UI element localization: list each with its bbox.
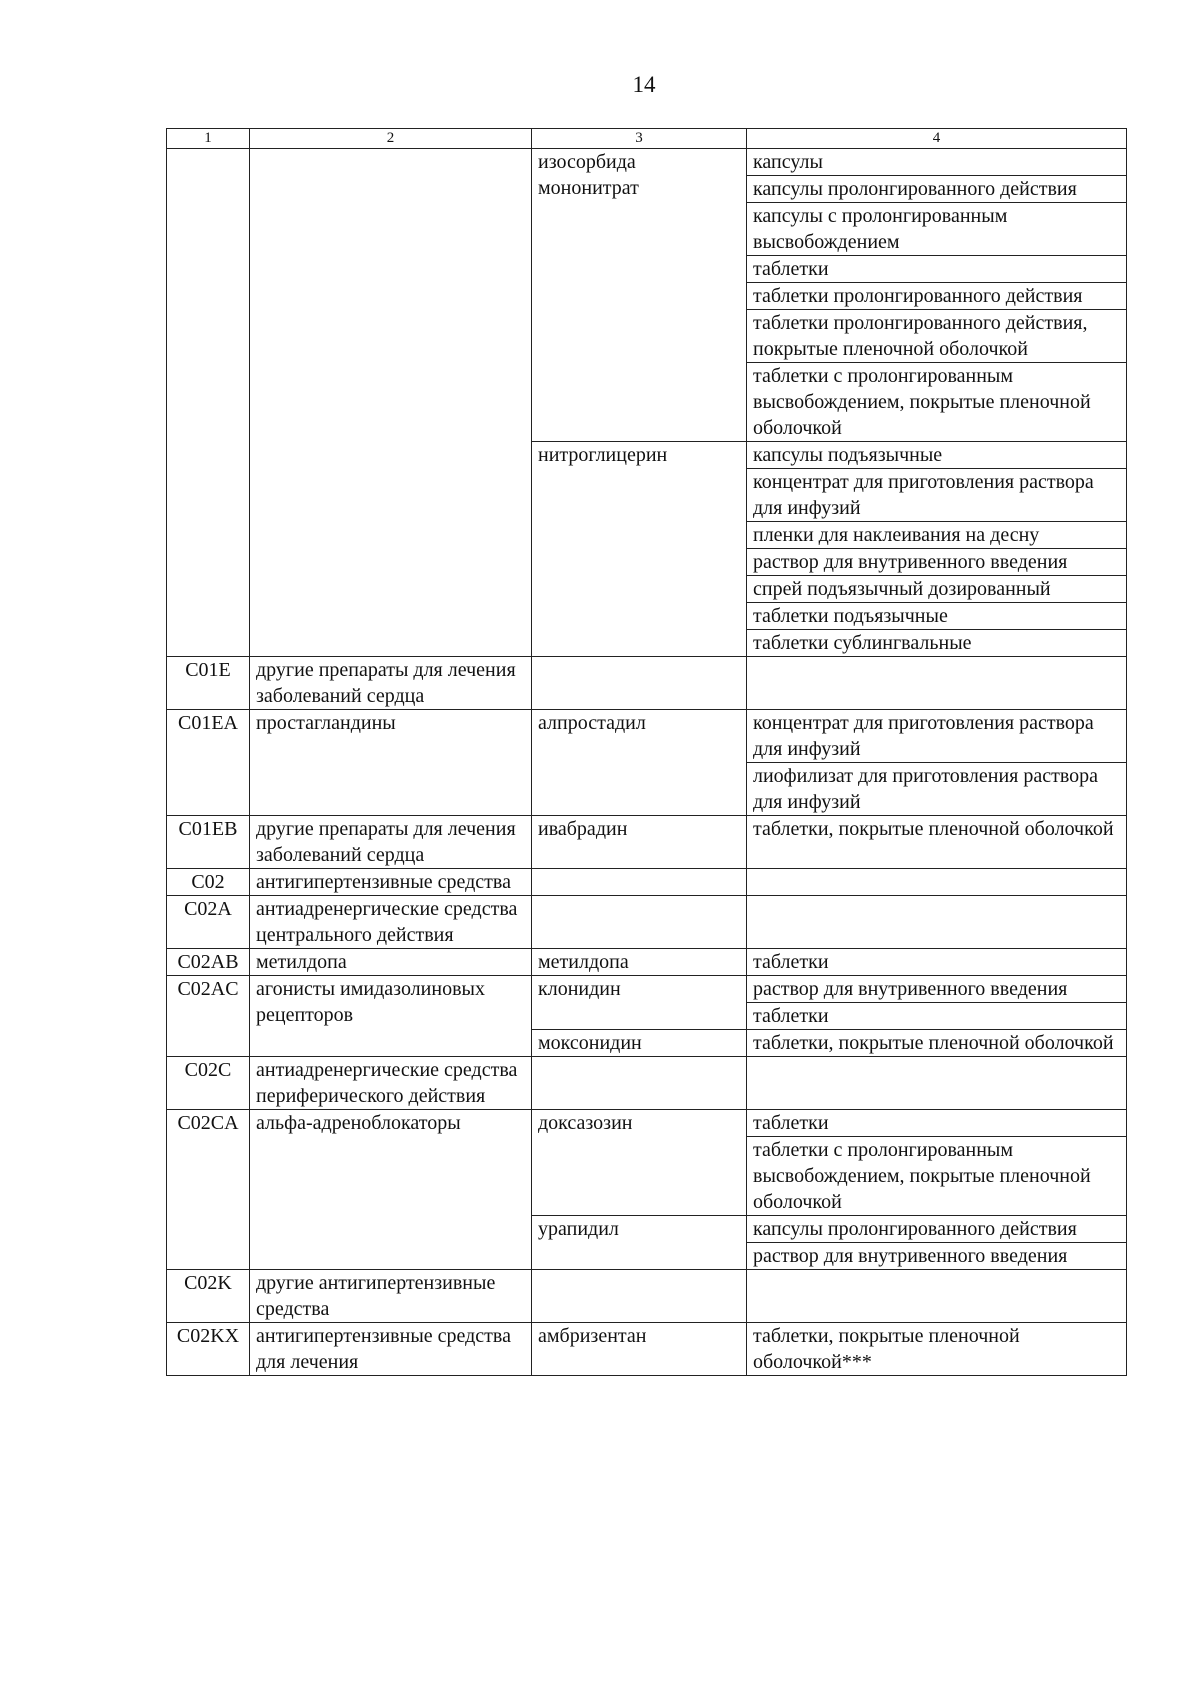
dosage-form: таблетки сублингвальные [753, 632, 972, 654]
atc-group-name: другие препараты для лечения заболеваний сердца [250, 657, 532, 710]
dosage-form: капсулы подъязычные [747, 442, 1126, 469]
drug-name: нитроглицерин [532, 442, 747, 657]
drug-name [532, 657, 747, 710]
dosage-forms [747, 149, 1127, 442]
dosage-form: капсулы с пролонгированным высвобождением [747, 203, 1126, 256]
dosage-form-list [747, 149, 1126, 441]
dosage-form-list [747, 1030, 1126, 1056]
column-number: 1 [167, 129, 250, 149]
dosage-forms [747, 896, 1127, 949]
dosage-form-list [747, 442, 1126, 656]
dosage-form: капсулы пролонгированного действия [747, 1216, 1126, 1243]
dosage-form: таблетки, покрытые пленочной оболочкой*** [753, 1325, 1020, 1373]
dosage-form: концентрат для приготовления раствора для инфузий [747, 710, 1126, 763]
atc-group-name: антиадренергические средства периферического действия [250, 1057, 532, 1110]
table-row [167, 1110, 1127, 1216]
table-row [167, 657, 1127, 710]
dosage-form: таблетки подъязычные [747, 603, 1126, 630]
atc-group-name: антигипертензивные средства для лечения [250, 1323, 532, 1376]
drug-name: урапидил [532, 1216, 747, 1270]
table-row [167, 816, 1127, 869]
table-row [167, 896, 1127, 949]
atc-code: C02AC [167, 976, 250, 1057]
dosage-forms [747, 710, 1127, 816]
drug-name: доксазозин [532, 1110, 747, 1216]
dosage-forms [747, 657, 1127, 710]
atc-group-name: альфа-адреноблокаторы [250, 1110, 532, 1270]
dosage-form: таблетки, покрытые пленочной оболочкой [753, 1032, 1114, 1054]
dosage-form: таблетки [753, 951, 829, 973]
atc-code: C02AB [167, 949, 250, 976]
dosage-form-list [747, 949, 1126, 975]
dosage-forms [747, 1030, 1127, 1057]
atc-code: C02CA [167, 1110, 250, 1270]
drug-name: алпростадил [532, 710, 747, 816]
atc-code: C02KX [167, 1323, 250, 1376]
dosage-form-list [747, 976, 1126, 1029]
dosage-forms [747, 976, 1127, 1030]
dosage-forms [747, 442, 1127, 657]
atc-code: C02A [167, 896, 250, 949]
drug-name [532, 869, 747, 896]
atc-code: C02K [167, 1270, 250, 1323]
dosage-form: таблетки с пролонгированным высвобождением, покрытые пленочной оболочкой [753, 1139, 1091, 1213]
dosage-form: таблетки пролонгированного действия, покрытые пленочной оболочкой [747, 310, 1126, 363]
dosage-form: спрей подъязычный дозированный [747, 576, 1126, 603]
dosage-form-list [747, 816, 1126, 842]
column-number: 3 [532, 129, 747, 149]
atc-group-name: другие препараты для лечения заболеваний сердца [250, 816, 532, 869]
dosage-form: таблетки с пролонгированным высвобождением, покрытые пленочной оболочкой [753, 365, 1091, 439]
drug-name: клонидин [532, 976, 747, 1030]
drug-name: метилдопа [532, 949, 747, 976]
column-numbers-row [167, 129, 1127, 149]
drug-name [532, 1057, 747, 1110]
dosage-form-list [747, 1110, 1126, 1215]
dosage-form-list [747, 710, 1126, 815]
dosage-form: раствор для внутривенного введения [747, 549, 1126, 576]
dosage-form: таблетки пролонгированного действия [747, 283, 1126, 310]
drug-name: ивабрадин [532, 816, 747, 869]
atc-code [167, 149, 250, 657]
dosage-forms [747, 816, 1127, 869]
dosage-form: таблетки [747, 1110, 1126, 1137]
drug-name [532, 896, 747, 949]
dosage-form: лиофилизат для приготовления раствора для инфузий [753, 765, 1099, 813]
table-row [167, 1057, 1127, 1110]
dosage-form: таблетки, покрытые пленочной оболочкой [753, 818, 1114, 840]
dosage-form: капсулы пролонгированного действия [747, 176, 1126, 203]
dosage-forms [747, 869, 1127, 896]
table-body [167, 149, 1127, 1376]
dosage-form: концентрат для приготовления раствора для инфузий [747, 469, 1126, 522]
table-row [167, 149, 1127, 442]
atc-group-name: антигипертензивные средства [250, 869, 532, 896]
atc-group-name: агонисты имидазолиновых рецепторов [250, 976, 532, 1057]
dosage-form: капсулы [747, 149, 1126, 176]
atc-code: C01EA [167, 710, 250, 816]
dosage-forms [747, 949, 1127, 976]
atc-code: C02 [167, 869, 250, 896]
dosage-form: раствор для внутривенного введения [753, 1245, 1068, 1267]
dosage-form-list [747, 1216, 1126, 1269]
page-number: 14 [632, 72, 656, 97]
dosage-forms [747, 1110, 1127, 1216]
atc-group-name: антиадренергические средства центрального действия [250, 896, 532, 949]
dosage-forms [747, 1057, 1127, 1110]
atc-group-name [250, 149, 532, 657]
dosage-forms [747, 1323, 1127, 1376]
drug-name: амбризентан [532, 1323, 747, 1376]
column-number: 4 [747, 129, 1127, 149]
atc-code: C01EB [167, 816, 250, 869]
table-row [167, 869, 1127, 896]
table-row [167, 710, 1127, 816]
drug-name: моксонидин [532, 1030, 747, 1057]
dosage-form: пленки для наклеивания на десну [747, 522, 1126, 549]
drug-name: изосорбида мононитрат [532, 149, 747, 442]
atc-group-name: метилдопа [250, 949, 532, 976]
column-number: 2 [250, 129, 532, 149]
dosage-forms [747, 1216, 1127, 1270]
dosage-form-list [747, 1323, 1126, 1375]
dosage-form: таблетки [747, 256, 1126, 283]
drug-table [166, 128, 1127, 1376]
dosage-form: раствор для внутривенного введения [747, 976, 1126, 1003]
table-row [167, 976, 1127, 1030]
dosage-form: таблетки [753, 1005, 829, 1027]
drug-name [532, 1270, 747, 1323]
atc-group-name: другие антигипертензивные средства [250, 1270, 532, 1323]
table-row [167, 1270, 1127, 1323]
table-row [167, 1323, 1127, 1376]
atc-code: C02C [167, 1057, 250, 1110]
atc-group-name: простагландины [250, 710, 532, 816]
dosage-forms [747, 1270, 1127, 1323]
table-row [167, 949, 1127, 976]
atc-code: C01E [167, 657, 250, 710]
